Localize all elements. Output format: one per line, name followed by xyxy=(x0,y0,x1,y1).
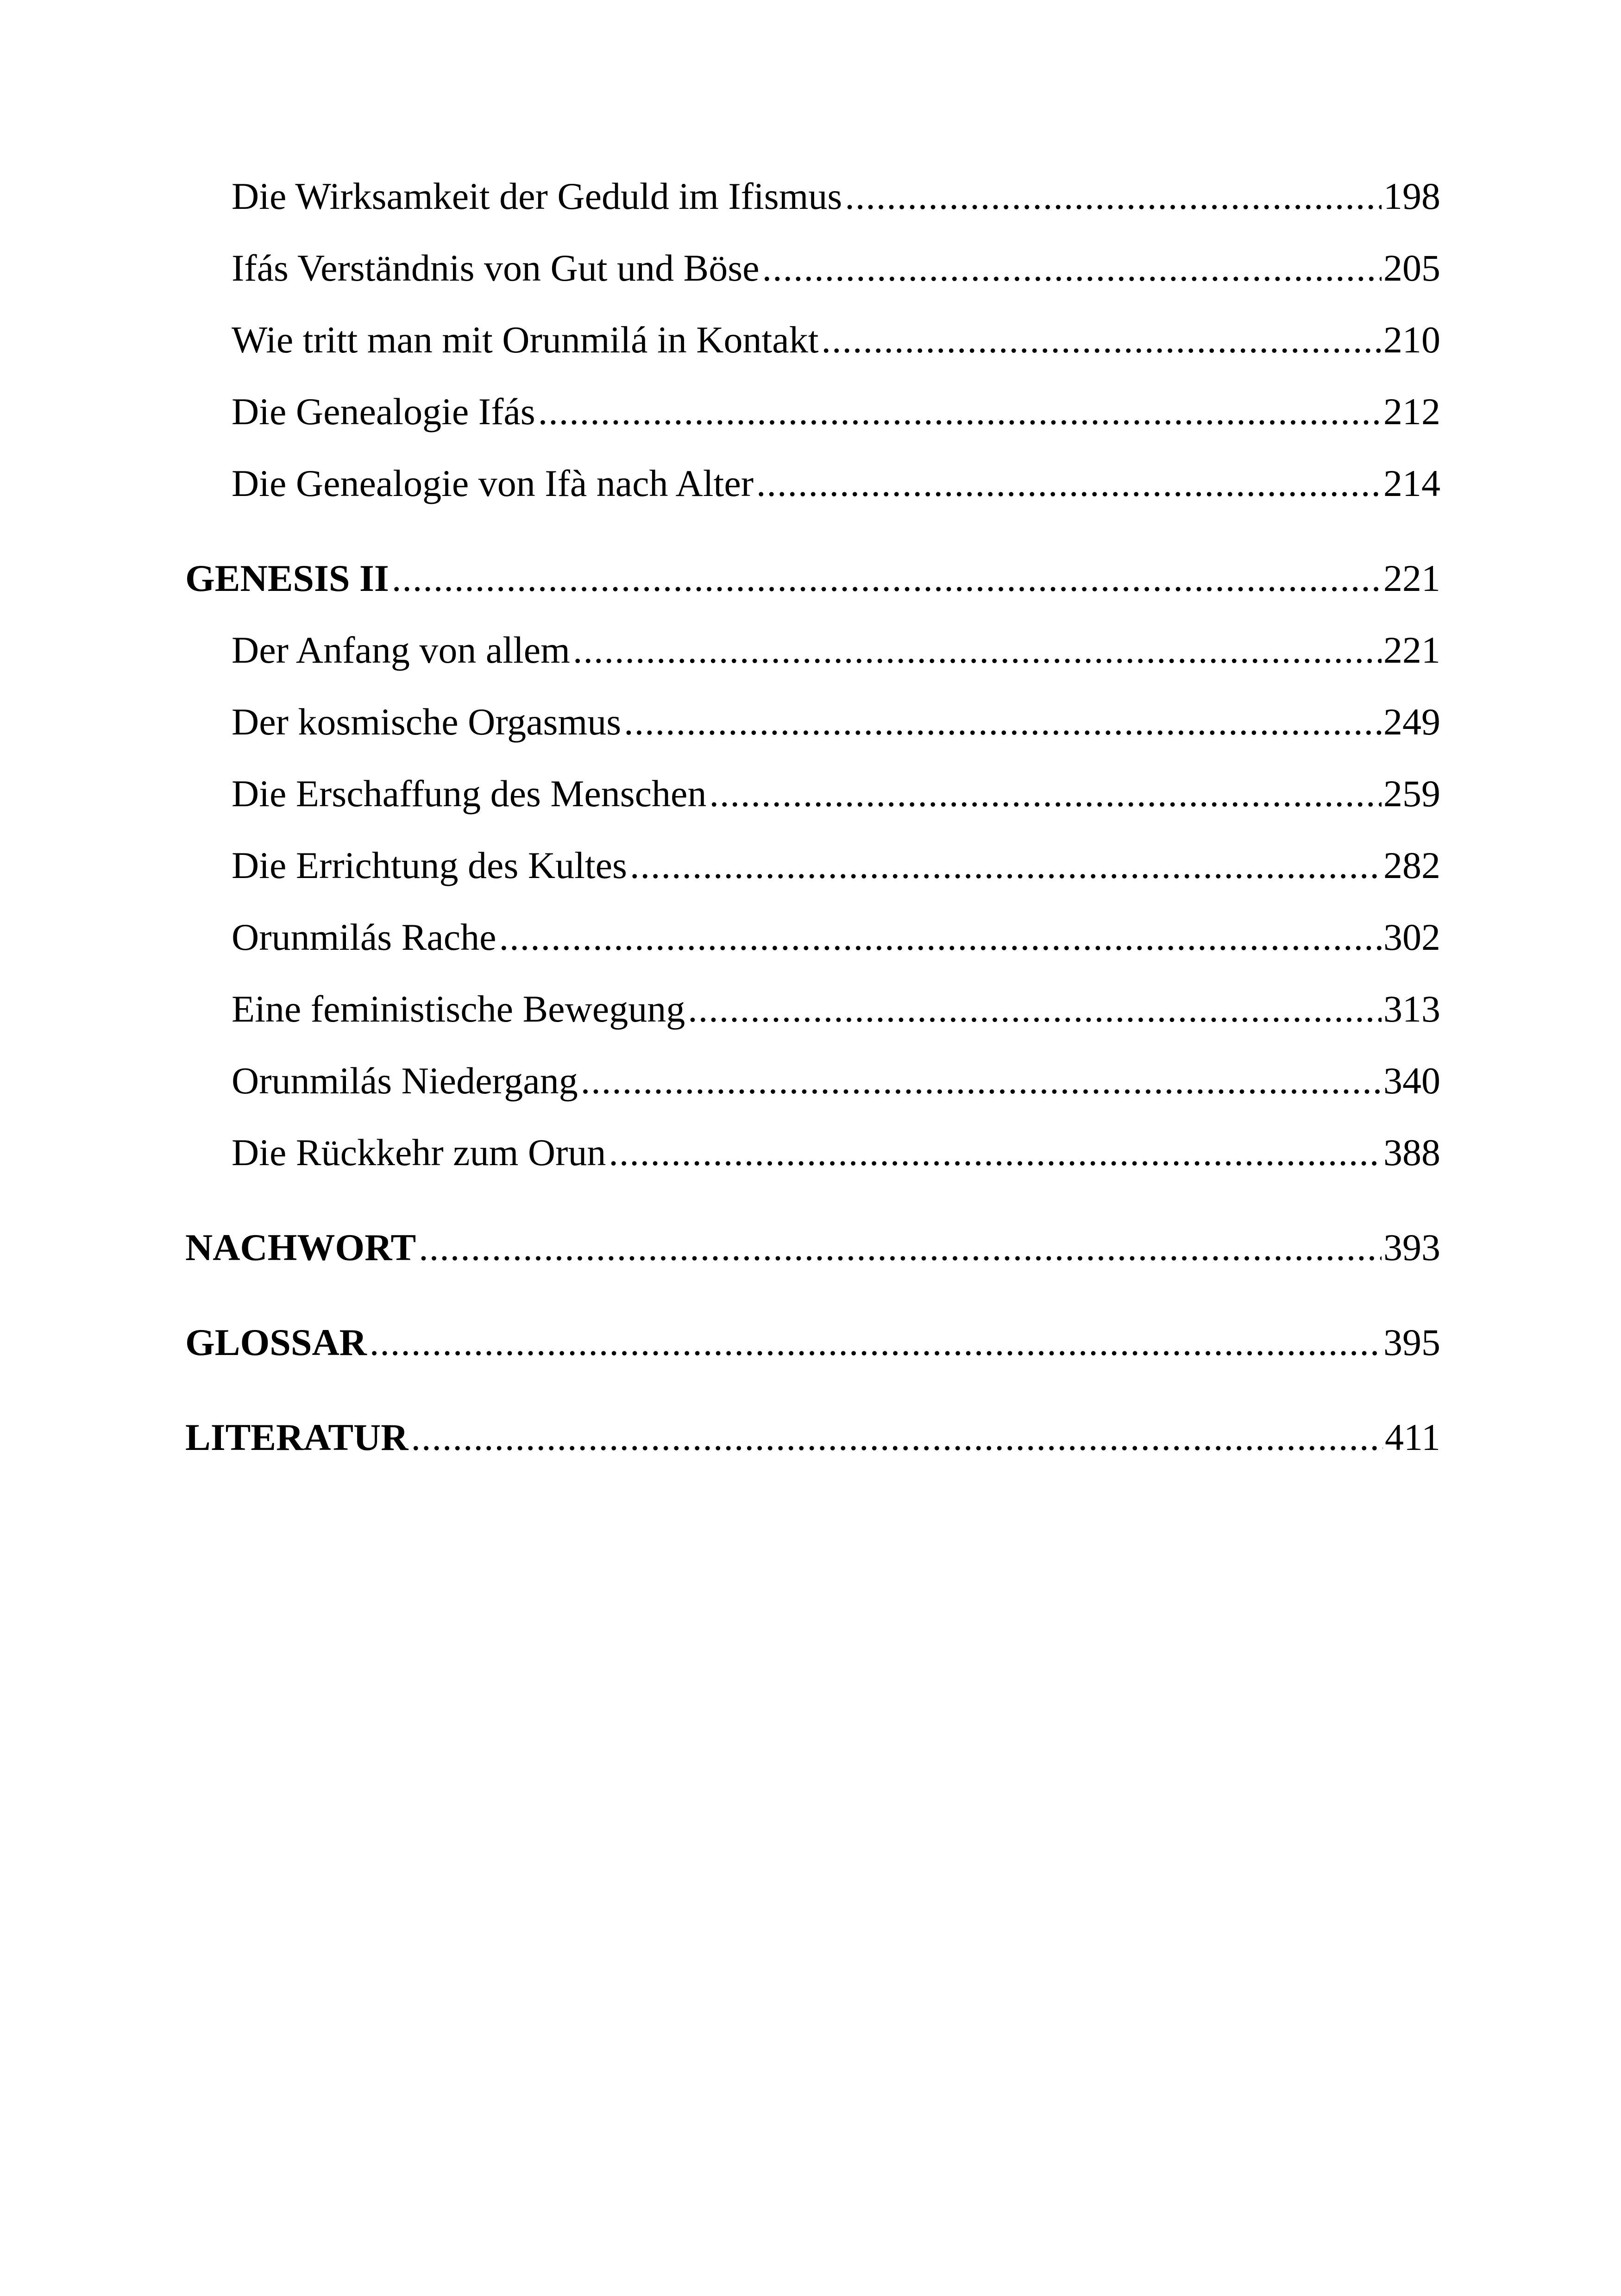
toc-entry-page: 259 xyxy=(1383,772,1440,815)
toc-dot-leader xyxy=(845,160,1382,232)
toc-entry-title: Die Erschaffung des Menschen xyxy=(232,772,707,815)
toc-entry-title: Die Wirksamkeit der Geduld im Ifismus xyxy=(232,175,842,217)
toc-entry-title: Wie tritt man mit Orunmilá in Kontakt xyxy=(232,319,819,361)
toc-entry-page: 340 xyxy=(1383,1060,1440,1102)
toc-dot-leader xyxy=(624,686,1382,758)
toc-entry-page: 302 xyxy=(1383,916,1440,958)
toc-dot-leader xyxy=(411,1401,1383,1473)
toc-chapter-page: 221 xyxy=(1383,557,1440,599)
toc-chapter-title: GLOSSAR xyxy=(185,1321,367,1363)
toc-chapter-page: 411 xyxy=(1385,1416,1440,1458)
toc-dot-leader xyxy=(709,758,1382,829)
toc-chapter-entry[interactable] xyxy=(185,1401,1440,1473)
toc-entry-title: Die Genealogie Ifás xyxy=(232,390,535,433)
toc-chapter-title: NACHWORT xyxy=(185,1226,416,1268)
toc-entry-page: 249 xyxy=(1383,701,1440,743)
toc-entry-title: Die Genealogie von Ifà nach Alter xyxy=(232,462,754,504)
toc-entry[interactable] xyxy=(185,901,1440,973)
toc-entry-page: 212 xyxy=(1383,390,1440,433)
toc-entry-title: Der kosmische Orgasmus xyxy=(232,701,622,743)
toc-entry-page: 282 xyxy=(1383,844,1440,886)
toc-entry[interactable] xyxy=(185,973,1440,1045)
toc-chapter-title: LITERATUR xyxy=(185,1416,408,1458)
toc-dot-leader xyxy=(499,901,1382,973)
toc-entry[interactable] xyxy=(185,1117,1440,1188)
toc-entry-page: 214 xyxy=(1383,462,1440,504)
toc-entry-page: 388 xyxy=(1383,1131,1440,1173)
toc-entry-title: Orunmilás Niedergang xyxy=(232,1060,578,1102)
toc-dot-leader xyxy=(756,447,1382,519)
toc-entry-title: Orunmilás Rache xyxy=(232,916,496,958)
toc-entry[interactable] xyxy=(185,758,1440,829)
toc-dot-leader xyxy=(630,829,1382,901)
toc-entry-page: 210 xyxy=(1383,319,1440,361)
toc-dot-leader xyxy=(538,376,1382,447)
toc-entry-page: 313 xyxy=(1383,988,1440,1030)
toc-entry-title: Ifás Verständnis von Gut und Böse xyxy=(232,247,760,289)
toc-entry-page: 205 xyxy=(1383,247,1440,289)
toc-entry[interactable] xyxy=(185,304,1440,376)
toc-entry-page: 198 xyxy=(1383,175,1440,217)
toc-chapter-page: 395 xyxy=(1383,1321,1440,1363)
toc-entry-title: Der Anfang von allem xyxy=(232,629,570,671)
toc-entry-title: Die Errichtung des Kultes xyxy=(232,844,627,886)
toc-entry-page: 221 xyxy=(1383,629,1440,671)
toc-entry[interactable] xyxy=(185,376,1440,447)
table-of-contents xyxy=(185,160,1440,1473)
toc-dot-leader xyxy=(573,614,1382,686)
toc-dot-leader xyxy=(581,1045,1382,1117)
toc-chapter-title: GENESIS II xyxy=(185,557,389,599)
toc-entry[interactable] xyxy=(185,614,1440,686)
toc-chapter-page: 393 xyxy=(1383,1226,1440,1268)
toc-dot-leader xyxy=(609,1117,1382,1188)
toc-entry-title: Eine feministische Bewegung xyxy=(232,988,685,1030)
toc-entry-title: Die Rückkehr zum Orun xyxy=(232,1131,606,1173)
toc-chapter-entry[interactable] xyxy=(185,1211,1440,1283)
toc-dot-leader xyxy=(688,973,1382,1045)
toc-dot-leader xyxy=(370,1306,1382,1378)
toc-entry[interactable] xyxy=(185,447,1440,519)
toc-chapter-entry[interactable] xyxy=(185,542,1440,614)
toc-dot-leader xyxy=(392,542,1382,614)
toc-entry[interactable] xyxy=(185,232,1440,304)
toc-chapter-entry[interactable] xyxy=(185,1306,1440,1378)
toc-entry[interactable] xyxy=(185,686,1440,758)
toc-dot-leader xyxy=(762,232,1382,304)
toc-entry[interactable] xyxy=(185,829,1440,901)
toc-dot-leader xyxy=(821,304,1382,376)
toc-entry[interactable] xyxy=(185,160,1440,232)
toc-dot-leader xyxy=(419,1211,1382,1283)
toc-entry[interactable] xyxy=(185,1045,1440,1117)
